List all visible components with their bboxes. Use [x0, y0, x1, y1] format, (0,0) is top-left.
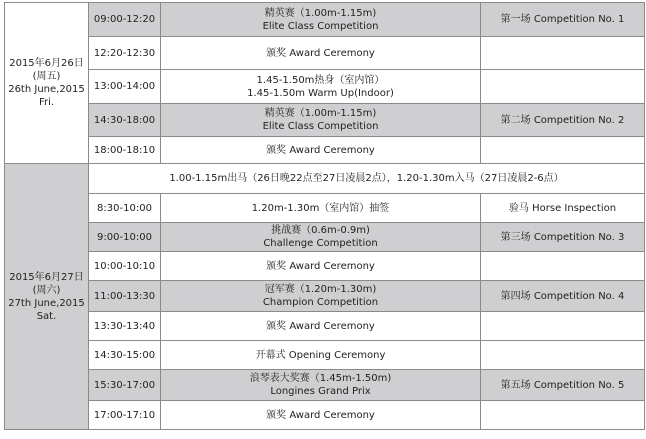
event-line: 颁奖 Award Ceremony	[266, 409, 375, 421]
competition-cell	[481, 401, 645, 430]
time-cell: 10:00-10:10	[89, 252, 161, 281]
schedule-row	[5, 223, 645, 252]
schedule-row	[5, 3, 645, 37]
date-line: 26th June,2015	[8, 84, 85, 95]
date-line: (周六)	[32, 284, 61, 296]
schedule-row	[5, 137, 645, 164]
event-line: 浪琴表大奖赛（1.45m-1.50m)	[249, 373, 392, 384]
competition-cell	[481, 137, 645, 164]
time-cell: 13:30-13:40	[89, 312, 161, 341]
schedule-row	[5, 37, 645, 70]
event-cell	[161, 223, 481, 252]
event-line: 挑战赛（0.6m-0.9m)	[271, 225, 370, 236]
event-line: 冠军赛（1.20m-1.30m)	[264, 284, 377, 295]
date-line: Fri.	[38, 97, 55, 108]
date-line: (周五)	[32, 71, 61, 82]
competition-cell: 验马 Horse Inspection	[481, 194, 645, 223]
event-line: 颁奖 Award Ceremony	[266, 144, 375, 156]
event-line: Champion Competition	[262, 297, 379, 308]
schedule-table	[4, 2, 645, 430]
schedule-row	[5, 252, 645, 281]
competition-cell	[481, 312, 645, 341]
time-cell: 17:00-17:10	[89, 401, 161, 430]
date-cell	[5, 164, 89, 430]
event-line: Elite Class Competition	[262, 20, 379, 32]
event-cell	[161, 401, 481, 430]
schedule-row	[5, 401, 645, 430]
event-line: 开幕式 Opening Ceremony	[255, 349, 386, 361]
competition-cell	[481, 37, 645, 70]
schedule-row	[5, 70, 645, 104]
event-cell	[161, 104, 481, 137]
event-line: 颁奖 Award Ceremony	[266, 260, 375, 272]
time-cell: 14:30-15:00	[89, 341, 161, 370]
event-cell	[161, 312, 481, 341]
event-cell	[161, 252, 481, 281]
time-cell: 18:00-18:10	[89, 137, 161, 164]
date-line: 27th June,2015	[8, 297, 85, 309]
time-cell: 8:30-10:00	[89, 194, 161, 223]
event-line: Elite Class Competition	[262, 121, 379, 132]
date-line: 2015年6月27日	[9, 271, 84, 283]
event-line: 1.45-1.50m Warm Up(Indoor)	[247, 87, 394, 99]
event-cell	[161, 70, 481, 104]
time-cell: 09:00-12:20	[89, 3, 161, 37]
schedule-body	[5, 3, 645, 430]
time-cell: 14:30-18:00	[89, 104, 161, 137]
time-cell: 12:20-12:30	[89, 37, 161, 70]
event-line: Longines Grand Prix	[270, 386, 371, 397]
event-cell	[161, 37, 481, 70]
event-line: 颁奖 Award Ceremony	[266, 47, 375, 59]
event-cell	[161, 281, 481, 312]
event-line: 精英赛（1.00m-1.15m)	[264, 108, 377, 119]
schedule-row	[5, 341, 645, 370]
horse-transfer-note: 1.00-1.15m出马（26日晚22点至27日凌晨2点），1.20-1.30m入马（27日凌晨2-6点）	[89, 164, 645, 194]
schedule-row	[5, 194, 645, 223]
competition-cell: 第四场 Competition No. 4	[481, 281, 645, 312]
competition-cell	[481, 252, 645, 281]
date-cell	[5, 3, 89, 164]
event-cell	[161, 194, 481, 223]
event-cell	[161, 3, 481, 37]
note-row	[5, 164, 645, 194]
competition-cell	[481, 341, 645, 370]
schedule-row	[5, 281, 645, 312]
schedule-row	[5, 104, 645, 137]
competition-cell	[481, 70, 645, 104]
event-line: 颁奖 Award Ceremony	[266, 320, 375, 332]
event-line: Challenge Competition	[263, 238, 378, 249]
event-cell	[161, 370, 481, 401]
event-cell	[161, 137, 481, 164]
date-line: 2015年6月26日	[9, 58, 84, 69]
event-line: 精英赛（1.00m-1.15m)	[264, 7, 377, 19]
time-cell: 15:30-17:00	[89, 370, 161, 401]
competition-cell: 第五场 Competition No. 5	[481, 370, 645, 401]
schedule-row	[5, 370, 645, 401]
competition-cell: 第三场 Competition No. 3	[481, 223, 645, 252]
date-line: Sat.	[36, 310, 57, 322]
time-cell: 11:00-13:30	[89, 281, 161, 312]
event-line: 1.20m-1.30m（室内馆）抽签	[251, 202, 390, 214]
event-line: 1.45-1.50m热身（室内馆）	[256, 74, 385, 86]
competition-cell: 第一场 Competition No. 1	[481, 3, 645, 37]
event-cell	[161, 341, 481, 370]
time-cell: 13:00-14:00	[89, 70, 161, 104]
competition-cell: 第二场 Competition No. 2	[481, 104, 645, 137]
time-cell: 9:00-10:00	[89, 223, 161, 252]
schedule-row	[5, 312, 645, 341]
